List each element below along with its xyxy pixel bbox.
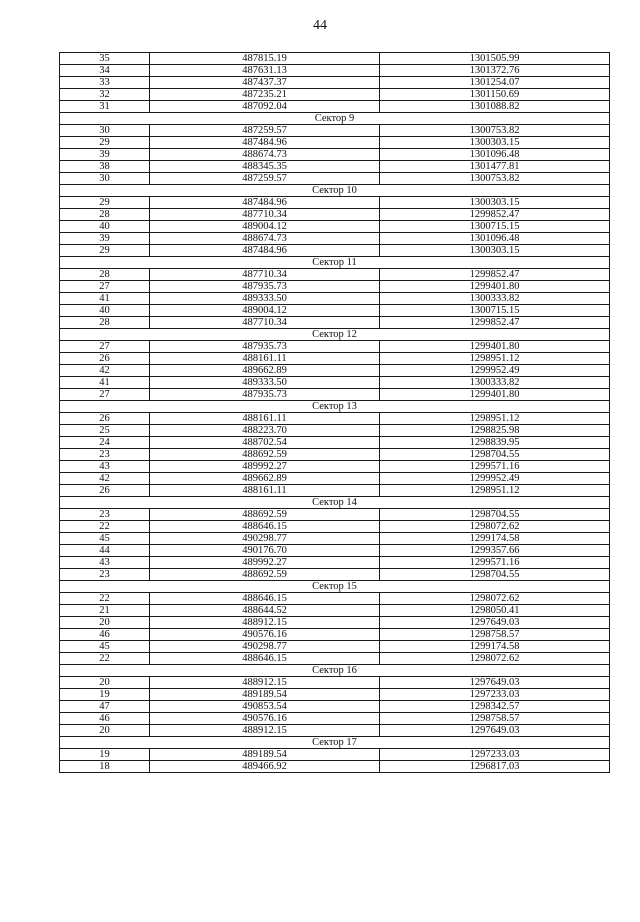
- point-number-cell: 23: [60, 449, 150, 461]
- page-number: 44: [313, 18, 327, 33]
- x-coordinate-cell: 488646.15: [150, 653, 380, 665]
- point-number-cell: 42: [60, 473, 150, 485]
- sector-header-row: [60, 113, 610, 125]
- y-coordinate-cell: 1300303.15: [380, 137, 610, 149]
- sector-header-row: [60, 737, 610, 749]
- x-coordinate-cell: 490176.70: [150, 545, 380, 557]
- y-coordinate-cell: 1297233.03: [380, 749, 610, 761]
- x-coordinate-cell: 488692.59: [150, 569, 380, 581]
- sector-label: Сектор 16: [60, 665, 610, 677]
- x-coordinate-cell: 489333.50: [150, 377, 380, 389]
- table-row: [60, 389, 610, 401]
- table-row: [60, 653, 610, 665]
- x-coordinate-cell: 488692.59: [150, 509, 380, 521]
- point-number-cell: 35: [60, 53, 150, 65]
- point-number-cell: 20: [60, 725, 150, 737]
- x-coordinate-cell: 489662.89: [150, 473, 380, 485]
- x-coordinate-cell: 488674.73: [150, 233, 380, 245]
- point-number-cell: 22: [60, 521, 150, 533]
- x-coordinate-cell: 490853.54: [150, 701, 380, 713]
- point-number-cell: 30: [60, 125, 150, 137]
- table-row: [60, 761, 610, 773]
- table-row: [60, 569, 610, 581]
- y-coordinate-cell: 1299401.80: [380, 389, 610, 401]
- y-coordinate-cell: 1300753.82: [380, 173, 610, 185]
- table-row: [60, 449, 610, 461]
- x-coordinate-cell: 489992.27: [150, 557, 380, 569]
- point-number-cell: 25: [60, 425, 150, 437]
- y-coordinate-cell: 1298951.12: [380, 485, 610, 497]
- table-row: [60, 245, 610, 257]
- table-row: [60, 557, 610, 569]
- point-number-cell: 33: [60, 77, 150, 89]
- sector-label: Сектор 9: [60, 113, 610, 125]
- y-coordinate-cell: 1301096.48: [380, 149, 610, 161]
- table-row: [60, 341, 610, 353]
- sector-header-row: [60, 581, 610, 593]
- point-number-cell: 39: [60, 233, 150, 245]
- table-row: [60, 605, 610, 617]
- y-coordinate-cell: 1301150.69: [380, 89, 610, 101]
- x-coordinate-cell: 490576.16: [150, 629, 380, 641]
- table-row: [60, 269, 610, 281]
- point-number-cell: 29: [60, 197, 150, 209]
- point-number-cell: 46: [60, 713, 150, 725]
- point-number-cell: 28: [60, 269, 150, 281]
- x-coordinate-cell: 487815.19: [150, 53, 380, 65]
- sector-header-row: [60, 185, 610, 197]
- x-coordinate-cell: 488912.15: [150, 617, 380, 629]
- y-coordinate-cell: 1298951.12: [380, 353, 610, 365]
- point-number-cell: 28: [60, 209, 150, 221]
- table-row: [60, 473, 610, 485]
- point-number-cell: 26: [60, 485, 150, 497]
- table-row: [60, 53, 610, 65]
- y-coordinate-cell: 1300333.82: [380, 293, 610, 305]
- y-coordinate-cell: 1298758.57: [380, 713, 610, 725]
- x-coordinate-cell: 488702.54: [150, 437, 380, 449]
- y-coordinate-cell: 1300303.15: [380, 245, 610, 257]
- x-coordinate-cell: 489004.12: [150, 305, 380, 317]
- point-number-cell: 34: [60, 65, 150, 77]
- y-coordinate-cell: 1298342.57: [380, 701, 610, 713]
- table-row: [60, 221, 610, 233]
- x-coordinate-cell: 487092.04: [150, 101, 380, 113]
- x-coordinate-cell: 490298.77: [150, 533, 380, 545]
- x-coordinate-cell: 488161.11: [150, 413, 380, 425]
- x-coordinate-cell: 487710.34: [150, 209, 380, 221]
- table-row: [60, 281, 610, 293]
- table-row: [60, 77, 610, 89]
- point-number-cell: 31: [60, 101, 150, 113]
- table-row: [60, 137, 610, 149]
- table-row: [60, 149, 610, 161]
- x-coordinate-cell: 488912.15: [150, 725, 380, 737]
- point-number-cell: 38: [60, 161, 150, 173]
- x-coordinate-cell: 488223.70: [150, 425, 380, 437]
- y-coordinate-cell: 1301096.48: [380, 233, 610, 245]
- y-coordinate-cell: 1296817.03: [380, 761, 610, 773]
- table-row: [60, 377, 610, 389]
- x-coordinate-cell: 487484.96: [150, 245, 380, 257]
- point-number-cell: 42: [60, 365, 150, 377]
- x-coordinate-cell: 487484.96: [150, 197, 380, 209]
- y-coordinate-cell: 1299952.49: [380, 473, 610, 485]
- x-coordinate-cell: 489466.92: [150, 761, 380, 773]
- table-row: [60, 293, 610, 305]
- y-coordinate-cell: 1298704.55: [380, 449, 610, 461]
- y-coordinate-cell: 1298704.55: [380, 569, 610, 581]
- point-number-cell: 19: [60, 689, 150, 701]
- point-number-cell: 23: [60, 509, 150, 521]
- table-row: [60, 365, 610, 377]
- table-row: [60, 161, 610, 173]
- y-coordinate-cell: 1298704.55: [380, 509, 610, 521]
- y-coordinate-cell: 1301477.81: [380, 161, 610, 173]
- y-coordinate-cell: 1297649.03: [380, 617, 610, 629]
- sector-label: Сектор 10: [60, 185, 610, 197]
- y-coordinate-cell: 1299852.47: [380, 209, 610, 221]
- table-row: [60, 305, 610, 317]
- table-row: [60, 713, 610, 725]
- x-coordinate-cell: 488646.15: [150, 593, 380, 605]
- point-number-cell: 41: [60, 377, 150, 389]
- x-coordinate-cell: 489004.12: [150, 221, 380, 233]
- y-coordinate-cell: 1297649.03: [380, 677, 610, 689]
- table-row: [60, 317, 610, 329]
- point-number-cell: 28: [60, 317, 150, 329]
- sector-header-row: [60, 665, 610, 677]
- table-row: [60, 413, 610, 425]
- x-coordinate-cell: 487710.34: [150, 269, 380, 281]
- point-number-cell: 40: [60, 221, 150, 233]
- y-coordinate-cell: 1299401.80: [380, 281, 610, 293]
- point-number-cell: 24: [60, 437, 150, 449]
- point-number-cell: 26: [60, 353, 150, 365]
- y-coordinate-cell: 1298951.12: [380, 413, 610, 425]
- point-number-cell: 27: [60, 389, 150, 401]
- point-number-cell: 43: [60, 461, 150, 473]
- x-coordinate-cell: 487935.73: [150, 389, 380, 401]
- y-coordinate-cell: 1298072.62: [380, 521, 610, 533]
- y-coordinate-cell: 1298072.62: [380, 653, 610, 665]
- table-row: [60, 197, 610, 209]
- point-number-cell: 43: [60, 557, 150, 569]
- sector-label: Сектор 14: [60, 497, 610, 509]
- table-row: [60, 689, 610, 701]
- y-coordinate-cell: 1298072.62: [380, 593, 610, 605]
- x-coordinate-cell: 487935.73: [150, 341, 380, 353]
- point-number-cell: 30: [60, 173, 150, 185]
- table-row: [60, 617, 610, 629]
- point-number-cell: 45: [60, 533, 150, 545]
- y-coordinate-cell: 1298839.95: [380, 437, 610, 449]
- table-row: [60, 425, 610, 437]
- y-coordinate-cell: 1299174.58: [380, 641, 610, 653]
- point-number-cell: 27: [60, 281, 150, 293]
- x-coordinate-cell: 488161.11: [150, 353, 380, 365]
- table-row: [60, 533, 610, 545]
- y-coordinate-cell: 1299401.80: [380, 341, 610, 353]
- x-coordinate-cell: 488345.35: [150, 161, 380, 173]
- x-coordinate-cell: 490576.16: [150, 713, 380, 725]
- point-number-cell: 20: [60, 677, 150, 689]
- sector-label: Сектор 17: [60, 737, 610, 749]
- point-number-cell: 44: [60, 545, 150, 557]
- sector-label: Сектор 13: [60, 401, 610, 413]
- point-number-cell: 19: [60, 749, 150, 761]
- x-coordinate-cell: 487484.96: [150, 137, 380, 149]
- point-number-cell: 41: [60, 293, 150, 305]
- table-row: [60, 173, 610, 185]
- y-coordinate-cell: 1299852.47: [380, 269, 610, 281]
- coordinates-table-body: [60, 53, 610, 773]
- y-coordinate-cell: 1297649.03: [380, 725, 610, 737]
- point-number-cell: 29: [60, 245, 150, 257]
- x-coordinate-cell: 488674.73: [150, 149, 380, 161]
- x-coordinate-cell: 489333.50: [150, 293, 380, 305]
- x-coordinate-cell: 489189.54: [150, 749, 380, 761]
- sector-label: Сектор 15: [60, 581, 610, 593]
- table-row: [60, 593, 610, 605]
- point-number-cell: 26: [60, 413, 150, 425]
- table-row: [60, 629, 610, 641]
- y-coordinate-cell: 1299571.16: [380, 461, 610, 473]
- point-number-cell: 39: [60, 149, 150, 161]
- table-row: [60, 485, 610, 497]
- sector-header-row: [60, 257, 610, 269]
- table-row: [60, 521, 610, 533]
- x-coordinate-cell: 488646.15: [150, 521, 380, 533]
- x-coordinate-cell: 488912.15: [150, 677, 380, 689]
- y-coordinate-cell: 1299852.47: [380, 317, 610, 329]
- sector-label: Сектор 11: [60, 257, 610, 269]
- y-coordinate-cell: 1301505.99: [380, 53, 610, 65]
- x-coordinate-cell: 487710.34: [150, 317, 380, 329]
- y-coordinate-cell: 1301372.76: [380, 65, 610, 77]
- x-coordinate-cell: 490298.77: [150, 641, 380, 653]
- x-coordinate-cell: 489662.89: [150, 365, 380, 377]
- x-coordinate-cell: 487437.37: [150, 77, 380, 89]
- x-coordinate-cell: 487935.73: [150, 281, 380, 293]
- point-number-cell: 21: [60, 605, 150, 617]
- y-coordinate-cell: 1299357.66: [380, 545, 610, 557]
- x-coordinate-cell: 488692.59: [150, 449, 380, 461]
- point-number-cell: 45: [60, 641, 150, 653]
- sector-header-row: [60, 329, 610, 341]
- x-coordinate-cell: 489992.27: [150, 461, 380, 473]
- sector-header-row: [60, 497, 610, 509]
- point-number-cell: 29: [60, 137, 150, 149]
- table-row: [60, 749, 610, 761]
- y-coordinate-cell: 1301088.82: [380, 101, 610, 113]
- table-row: [60, 509, 610, 521]
- y-coordinate-cell: 1298825.98: [380, 425, 610, 437]
- y-coordinate-cell: 1299952.49: [380, 365, 610, 377]
- table-row: [60, 641, 610, 653]
- table-row: [60, 65, 610, 77]
- table-row: [60, 209, 610, 221]
- y-coordinate-cell: 1300715.15: [380, 305, 610, 317]
- table-row: [60, 125, 610, 137]
- point-number-cell: 22: [60, 593, 150, 605]
- coordinates-table: [59, 52, 610, 773]
- table-row: [60, 89, 610, 101]
- point-number-cell: 22: [60, 653, 150, 665]
- point-number-cell: 18: [60, 761, 150, 773]
- x-coordinate-cell: 487259.57: [150, 173, 380, 185]
- y-coordinate-cell: 1300753.82: [380, 125, 610, 137]
- y-coordinate-cell: 1300303.15: [380, 197, 610, 209]
- y-coordinate-cell: 1299174.58: [380, 533, 610, 545]
- sector-label: Сектор 12: [60, 329, 610, 341]
- point-number-cell: 20: [60, 617, 150, 629]
- x-coordinate-cell: 489189.54: [150, 689, 380, 701]
- y-coordinate-cell: 1297233.03: [380, 689, 610, 701]
- x-coordinate-cell: 487631.13: [150, 65, 380, 77]
- point-number-cell: 47: [60, 701, 150, 713]
- table-row: [60, 545, 610, 557]
- table-row: [60, 701, 610, 713]
- table-row: [60, 725, 610, 737]
- point-number-cell: 27: [60, 341, 150, 353]
- point-number-cell: 46: [60, 629, 150, 641]
- y-coordinate-cell: 1298050.41: [380, 605, 610, 617]
- x-coordinate-cell: 487259.57: [150, 125, 380, 137]
- x-coordinate-cell: 488161.11: [150, 485, 380, 497]
- table-row: [60, 233, 610, 245]
- y-coordinate-cell: 1299571.16: [380, 557, 610, 569]
- table-row: [60, 353, 610, 365]
- y-coordinate-cell: 1300333.82: [380, 377, 610, 389]
- table-row: [60, 437, 610, 449]
- y-coordinate-cell: 1298758.57: [380, 629, 610, 641]
- table-row: [60, 677, 610, 689]
- x-coordinate-cell: 487235.21: [150, 89, 380, 101]
- sector-header-row: [60, 401, 610, 413]
- x-coordinate-cell: 488644.52: [150, 605, 380, 617]
- y-coordinate-cell: 1300715.15: [380, 221, 610, 233]
- point-number-cell: 40: [60, 305, 150, 317]
- y-coordinate-cell: 1301254.07: [380, 77, 610, 89]
- table-row: [60, 461, 610, 473]
- table-row: [60, 101, 610, 113]
- point-number-cell: 32: [60, 89, 150, 101]
- point-number-cell: 23: [60, 569, 150, 581]
